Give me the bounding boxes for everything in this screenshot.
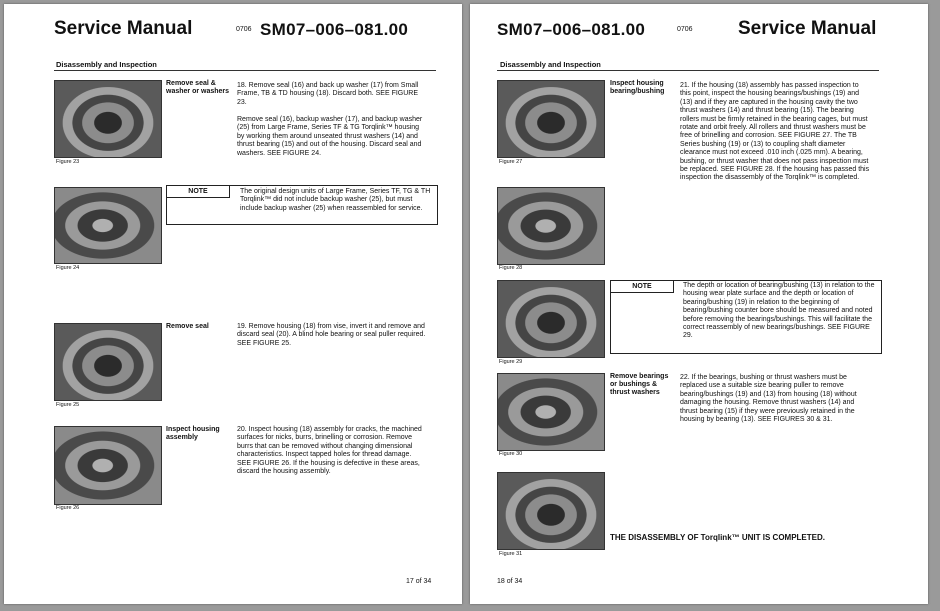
note-text: The depth or location of bearing/bushing (13) in relation to the housing wear plate surface and the depth or location of bearing/bushing (19) in relation to the beginning of bearing/bushing counter bore should be measured and noted before removing the bearings/bushings. This will facilitate the correct reassembly of new bearings/bushings. SEE FIGURE 29. [683, 282, 875, 340]
step-22: 22. If the bearings, bushing or thrust washers must be replaced use a suitable size bearing puller to remove bearing/bushings (19) and (13) from housing (18) without damaging the housing. Remove thrust washers (14) and thrust bearing (15) if they were previously retained in the housing by bearing (13). SEE FIGURES 30 & 31. [680, 374, 857, 424]
figure-24-caption: Figure 24 [56, 265, 80, 271]
label-remove-seal: Remove seal [166, 323, 209, 330]
section-title: Disassembly and Inspection [56, 60, 157, 69]
figure-29-photo [497, 280, 605, 358]
label-inspect-housing: Inspect housing assembly [166, 426, 220, 441]
label-remove-seal-washer: Remove seal & washer or washers [166, 80, 230, 95]
figure-24-photo [54, 187, 162, 264]
figure-26-photo [54, 426, 162, 505]
figure-26-caption: Figure 26 [56, 505, 80, 511]
document-number: SM07–006–081.00 [260, 20, 409, 39]
figure-23-caption: Figure 23 [56, 159, 80, 165]
document-number: SM07–006–081.00 [497, 20, 646, 39]
note-text: The original design units of Large Frame, Series TF, TG & TH Torqlink™ did not include backup washer (25), but must include backup washer (25) when reassembled for service. [240, 188, 431, 212]
figure-25-photo [54, 323, 162, 401]
figure-30-caption: Figure 30 [499, 451, 523, 457]
step-20: 20. Inspect housing (18) assembly for cracks, the machined surfaces for nicks, burrs, brinelling or corrosion. Remove burrs that can be removed without changing dimensional characteristics. Inspect tapped holes for thread damage. SEE FIGURE 26. If the housing is defective in these areas, discard the housing assembly. [237, 426, 422, 476]
label-inspect-bearing: Inspect housing bearing/bushing [610, 80, 665, 95]
figure-27-photo [497, 80, 605, 158]
figure-30-photo [497, 373, 605, 451]
section-divider [497, 70, 879, 71]
figure-27-caption: Figure 27 [499, 159, 523, 165]
figure-25-caption: Figure 25 [56, 402, 80, 408]
figure-29-caption: Figure 29 [499, 359, 523, 365]
figure-31-caption: Figure 31 [499, 551, 523, 557]
step-21: 21. If the housing (18) assembly has passed inspection to this point, inspect the housing bearings/bushings (19) and (13) and if they are captured in the housing cavity the two thrust washers (14) and thrust bearing (15). The bearing rollers must be firmly retained in the bearing cages, but must rotate and orbit freely. All rollers and thrust washers must be free of brinelling and corrosion. SEE FIGURE 27. The TB Series bushing (19) or (13) to coupling shaft diameter clearance must not exceed .010 inch (.025 mm). A bearing, bushing, or thrust washer that does not pass inspection must be replaced. SEE FIGURE 28. If the housing has passed this inspection the disassembly of the Torqlink™ is completed. [680, 82, 870, 182]
figure-28-caption: Figure 28 [499, 265, 523, 271]
revision-code: 0706 [677, 26, 693, 33]
section-divider [54, 70, 436, 71]
step-18: 18. Remove seal (16) and back up washer (17) from Small Frame, TB & TD housing (18). Discard both. SEE FIGURE 23. [237, 82, 419, 106]
step-19: 19. Remove housing (18) from vise, invert it and remove and discard seal (20). A blind hole bearing or seal puller required. SEE FIGURE 25. [237, 323, 426, 347]
page-number: 17 of 34 [406, 578, 432, 585]
note-label: NOTE [166, 185, 230, 198]
figure-23-photo [54, 80, 162, 158]
note-label: NOTE [610, 280, 674, 293]
figure-31-photo [497, 472, 605, 550]
figure-28-photo [497, 187, 605, 265]
section-title: Disassembly and Inspection [500, 60, 601, 69]
completion-statement: THE DISASSEMBLY OF Torqlink™ UNIT IS COMPLETED. [610, 533, 825, 542]
page-number: 18 of 34 [497, 578, 523, 585]
revision-code: 0706 [236, 26, 252, 33]
right-page [470, 4, 928, 604]
left-page [4, 4, 462, 604]
manual-title: Service Manual [738, 18, 877, 39]
manual-title: Service Manual [54, 18, 193, 39]
step-18b: Remove seal (16), backup washer (17), and backup washer (25) from Large Frame, Series TF & TG Torqlink™ housing by working them around unseated thrust washers (14) and thrust bearing (15) and out of the housing. Discard seal and washers. SEE FIGURE 24. [237, 116, 423, 157]
label-remove-bearings: Remove bearings or bushings & thrust washers [610, 373, 669, 396]
